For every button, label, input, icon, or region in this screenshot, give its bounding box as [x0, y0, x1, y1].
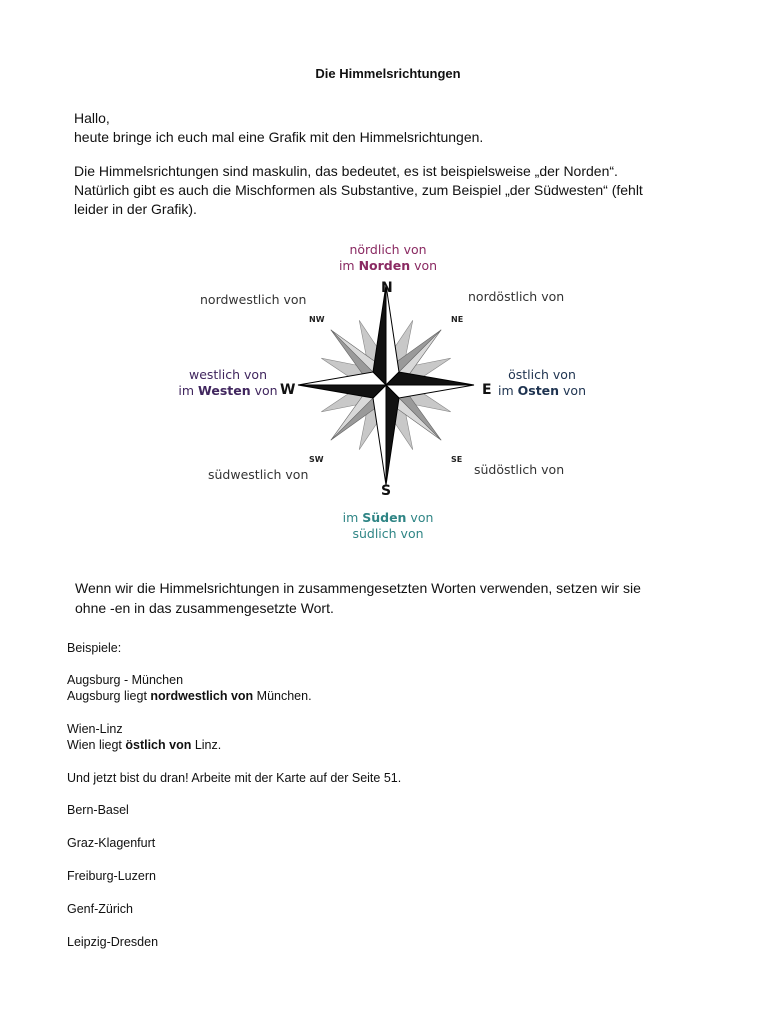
north-bold: Norden [358, 258, 411, 273]
compass-letter-ne: NE [451, 315, 464, 324]
example-2-sentence [67, 737, 707, 753]
north-label [320, 242, 456, 274]
note-line1: Wenn wir die Himmelsrichtungen in zusammengesetzten Worten verwenden, setzen wir sie [75, 580, 641, 596]
southeast-label: südöstlich von [474, 462, 565, 477]
east-pre: im [498, 383, 518, 398]
compass-letter-sw: SW [309, 455, 324, 464]
east-bold: Osten [517, 383, 560, 398]
example-1-bold: nordwestlich von [150, 689, 254, 703]
example-1-pair: Augsburg - München [67, 673, 184, 687]
north-line1: nördlich von [349, 242, 427, 257]
west-line1: westlich von [188, 367, 267, 382]
south-bold: Süden [362, 510, 407, 525]
example-2-pre: Wien liegt [67, 738, 126, 752]
west-label [178, 367, 278, 399]
example-2 [67, 721, 707, 753]
examples-heading: Beispiele: [67, 641, 122, 655]
east-post: von [559, 383, 586, 398]
west-line2 [178, 383, 278, 399]
compass-rose-graphic [170, 238, 610, 548]
northwest-label: nordwestlich von [200, 292, 307, 307]
task-pair: Graz-Klagenfurt [67, 836, 156, 850]
south-post: von [406, 510, 434, 525]
intro-p2-line3: leider in der Grafik). [74, 201, 197, 217]
task-pair: Leipzig-Dresden [67, 935, 159, 949]
example-1-pre: Augsburg liegt [67, 689, 151, 703]
intro-paragraph-1 [74, 109, 724, 147]
greeting: Hallo, [74, 110, 110, 126]
intro-line: heute bringe ich euch mal eine Grafik mit den Himmelsrichtungen. [74, 129, 484, 145]
south-label [320, 510, 456, 542]
example-2-bold: östlich von [125, 738, 192, 752]
north-post: von [410, 258, 438, 273]
compass-letter-se: SE [451, 455, 463, 464]
compass-letter-e: E [482, 382, 492, 398]
compass-letter-s: S [381, 483, 392, 499]
compass-letter-n: N [381, 280, 393, 296]
note-line2: ohne -en in das zusammengesetzte Wort. [75, 600, 334, 616]
example-1-post: München. [253, 689, 312, 703]
east-line2 [492, 383, 592, 399]
north-pre: im [338, 258, 359, 273]
west-post: von [250, 383, 278, 398]
east-line1: östlich von [508, 367, 576, 382]
intro-p2-line2: Natürlich gibt es auch die Mischformen als Substantive, zum Beispiel „der Südwesten“ (fehlt [74, 182, 643, 198]
intro-paragraph-2 [74, 162, 724, 219]
south-line1 [320, 510, 456, 526]
south-pre: im [342, 510, 363, 525]
example-2-post: Linz. [191, 738, 222, 752]
north-line2 [320, 258, 456, 274]
page-title: Die Himmelsrichtungen [315, 66, 461, 81]
example-1 [67, 672, 707, 704]
compass-letter-w: W [280, 382, 296, 398]
compound-note [75, 578, 715, 618]
south-line2: südlich von [352, 526, 424, 541]
east-label [492, 367, 592, 399]
task-pair: Freiburg-Luzern [67, 869, 156, 883]
west-bold: Westen [198, 383, 251, 398]
west-pre: im [178, 383, 199, 398]
task-instruction: Und jetzt bist du dran! Arbeite mit der Karte auf der Seite 51. [67, 771, 402, 785]
example-2-pair: Wien-Linz [67, 722, 123, 736]
task-pair: Bern-Basel [67, 803, 129, 817]
task-pair: Genf-Zürich [67, 902, 133, 916]
compass-letter-nw: NW [309, 315, 325, 324]
northeast-label: nordöstlich von [468, 289, 565, 304]
intro-p2-line1: Die Himmelsrichtungen sind maskulin, das bedeutet, es ist beispielsweise „der Norden“. [74, 163, 618, 179]
southwest-label: südwestlich von [208, 467, 309, 482]
example-1-sentence [67, 688, 707, 704]
